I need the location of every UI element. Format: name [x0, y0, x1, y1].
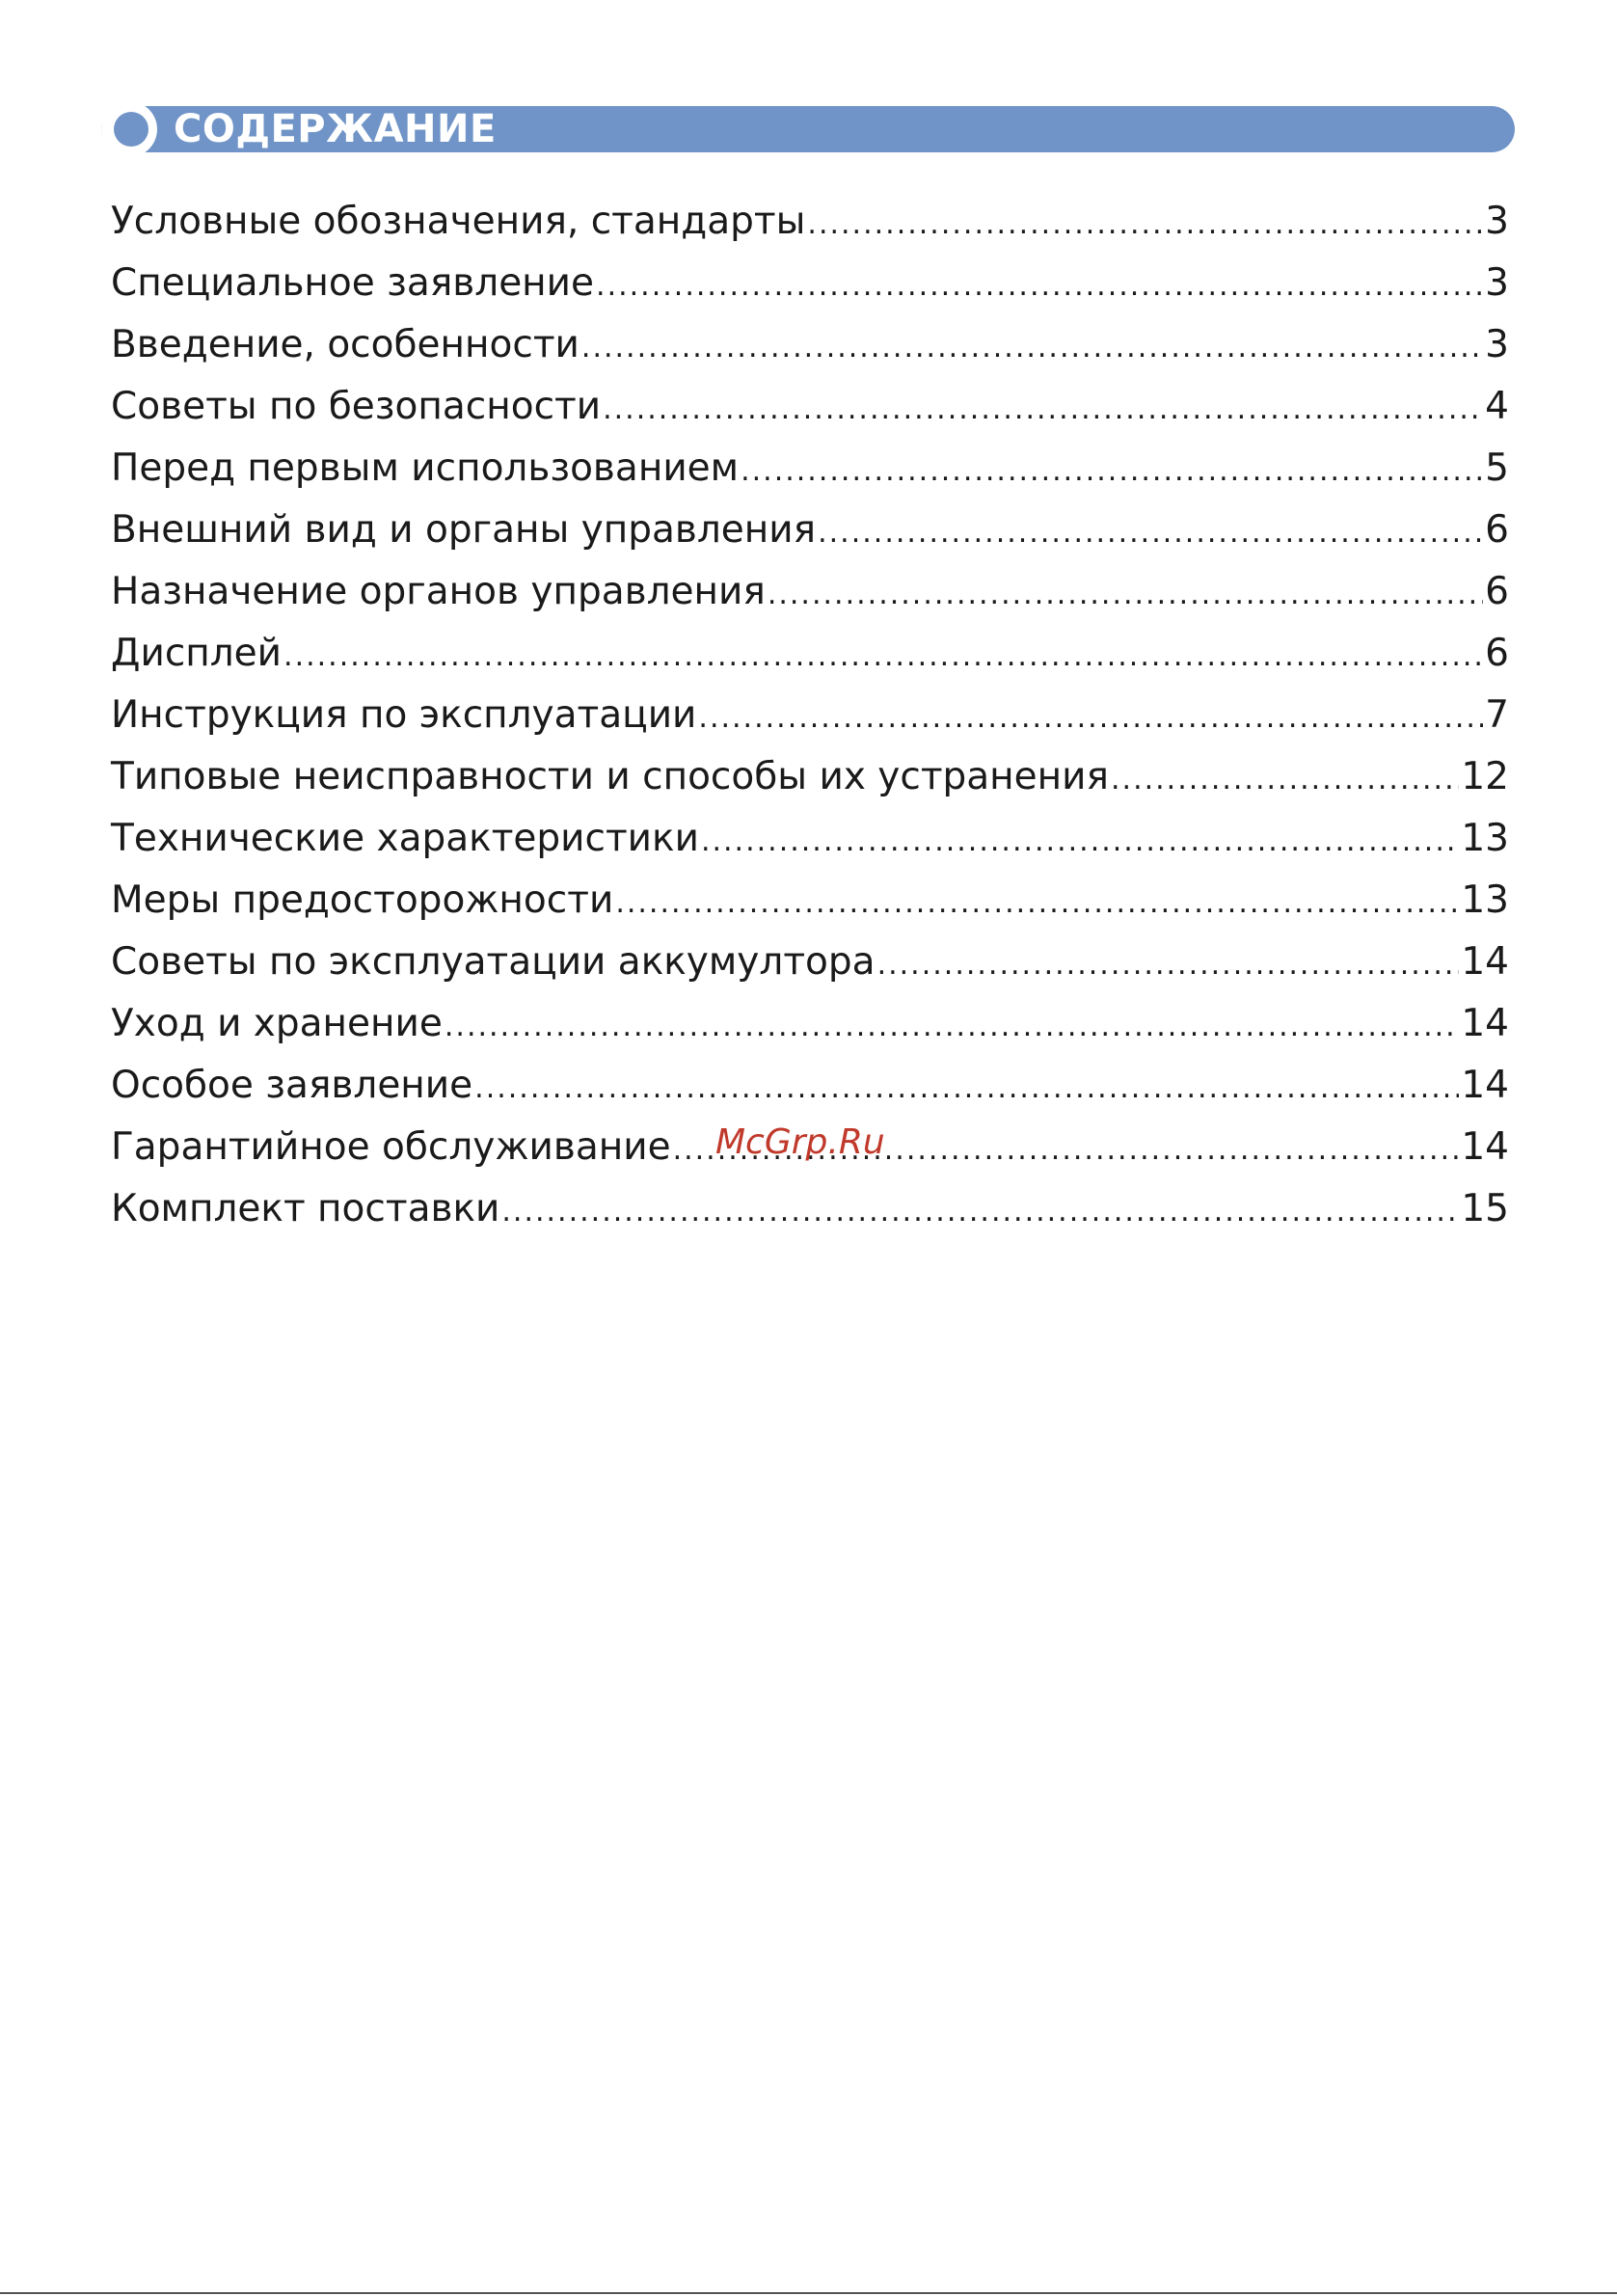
- toc-item-label: Уход и хранение: [111, 1002, 443, 1045]
- toc-item-page: 14: [1461, 940, 1509, 984]
- toc-item[interactable]: [111, 870, 1509, 932]
- toc-item-label: Внешний вид и органы управления: [111, 508, 817, 552]
- toc-item[interactable]: [111, 685, 1509, 746]
- toc-item-page: 6: [1485, 570, 1509, 613]
- toc-item-page: 3: [1485, 261, 1509, 305]
- toc-dot-leader: [501, 1181, 1459, 1243]
- toc-item-page: 14: [1461, 1064, 1509, 1107]
- toc-dot-leader: [741, 441, 1483, 502]
- toc-item-label: Типовые неисправности и способы их устранения: [111, 755, 1109, 798]
- toc-dot-leader: [1111, 749, 1459, 811]
- toc-item-label: Комплект поставки: [111, 1187, 500, 1230]
- toc-dot-leader: [283, 626, 1483, 688]
- toc-dot-leader: [445, 996, 1459, 1058]
- toc-item-label: Меры предосторожности: [111, 878, 614, 922]
- toc-item-page: 3: [1485, 323, 1509, 366]
- toc-item[interactable]: [111, 993, 1509, 1055]
- toc-item[interactable]: [111, 746, 1509, 808]
- toc-dot-leader: [581, 317, 1483, 379]
- toc-dot-leader: [603, 379, 1483, 441]
- toc-item[interactable]: [111, 1178, 1509, 1240]
- toc-item-page: 3: [1485, 200, 1509, 243]
- toc-dot-leader: [818, 502, 1483, 564]
- toc-item-page: 14: [1461, 1125, 1509, 1169]
- toc-dot-leader: [807, 194, 1483, 256]
- toc-item-page: 13: [1461, 817, 1509, 860]
- toc-item-label: Гарантийное обслуживание: [111, 1125, 671, 1169]
- toc-item-page: 14: [1461, 1002, 1509, 1045]
- toc-item[interactable]: [111, 314, 1509, 376]
- toc-item-label: Специальное заявление: [111, 261, 595, 305]
- toc-item-page: 15: [1461, 1187, 1509, 1230]
- toc-dot-leader: [877, 934, 1460, 996]
- toc-item-label: Советы по безопасности: [111, 385, 602, 428]
- toc-item[interactable]: [111, 253, 1509, 314]
- toc-item[interactable]: [111, 376, 1509, 438]
- toc-dot-leader: [596, 256, 1483, 317]
- toc-item-label: Перед первым использованием: [111, 446, 740, 490]
- page-bottom-divider: [0, 2292, 1617, 2294]
- toc-item[interactable]: [111, 808, 1509, 870]
- toc-item-label: Назначение органов управления: [111, 570, 766, 613]
- toc-item[interactable]: [111, 500, 1509, 561]
- table-of-contents: [111, 191, 1509, 1240]
- toc-item-page: 12: [1461, 755, 1509, 798]
- toc-item-label: Условные обозначения, стандарты: [111, 200, 806, 243]
- toc-dot-leader: [768, 564, 1483, 626]
- header-dot-icon: [114, 112, 148, 147]
- page-title: СОДЕРЖАНИЕ: [174, 107, 497, 151]
- toc-item-label: Советы по эксплуатации аккумултора: [111, 940, 876, 984]
- toc-dot-leader: [698, 688, 1483, 749]
- toc-item-label: Введение, особенности: [111, 323, 579, 366]
- toc-item-page: 7: [1485, 693, 1509, 737]
- watermark: McGrp.Ru: [715, 1122, 885, 1162]
- toc-dot-leader: [615, 873, 1459, 934]
- toc-item[interactable]: [111, 932, 1509, 993]
- toc-dot-leader: [701, 811, 1459, 873]
- toc-item[interactable]: [111, 1055, 1509, 1117]
- toc-dot-leader: [474, 1058, 1459, 1120]
- toc-item-label: Технические характеристики: [111, 817, 699, 860]
- toc-item-page: 4: [1485, 385, 1509, 428]
- toc-item[interactable]: [111, 623, 1509, 685]
- toc-item[interactable]: [111, 438, 1509, 500]
- toc-item-label: Особое заявление: [111, 1064, 473, 1107]
- toc-item[interactable]: [111, 561, 1509, 623]
- toc-item-page: 13: [1461, 878, 1509, 922]
- toc-item-page: 6: [1485, 508, 1509, 552]
- toc-item-page: 6: [1485, 632, 1509, 675]
- toc-item-label: Дисплей: [111, 632, 283, 675]
- toc-item-page: 5: [1485, 446, 1509, 490]
- toc-item[interactable]: [111, 191, 1509, 253]
- toc-item-label: Инструкция по эксплуатации: [111, 693, 697, 737]
